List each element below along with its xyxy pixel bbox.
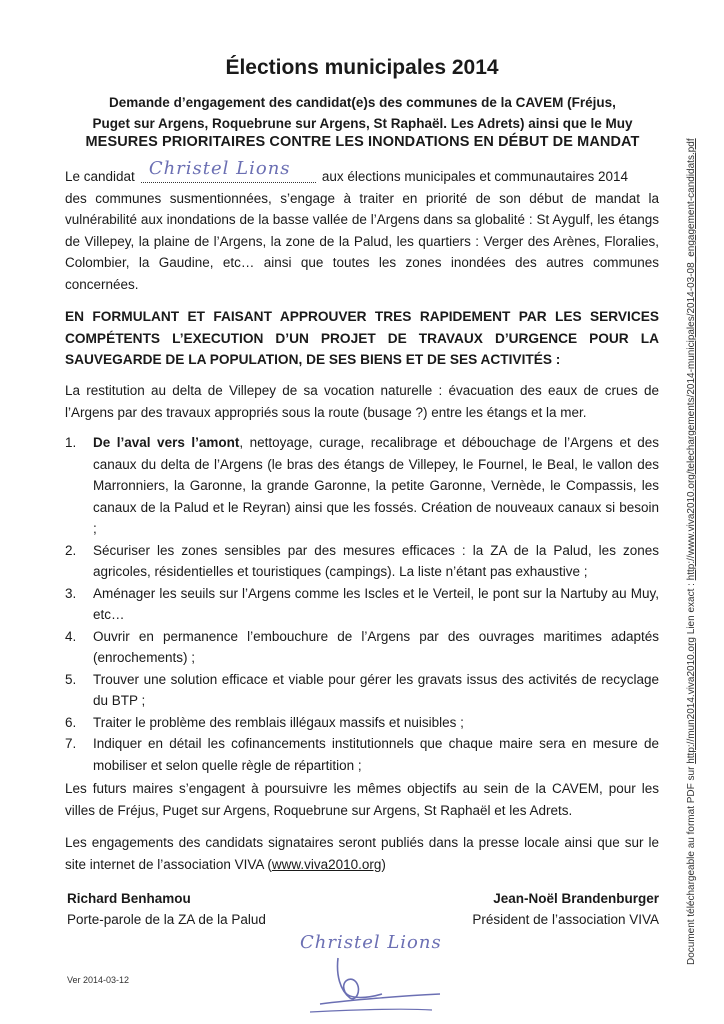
signatory-left-name: Richard Benhamou [67,891,191,906]
candidate-name-field [141,158,316,183]
list-item: 3. Aménager les seuils sur l’Argens comme les Iscles et le Verteil, le pont sur la Nartuby au Muy, etc… [65,585,659,622]
candidate-prefix: Le candidat [65,169,135,184]
bold-paragraph: EN FORMULANT ET FAISANT APPROUVER TRES RAPIDEMENT PAR LES SERVICES COMPÉTENTS L’EXECUTION D’UN PROJET DE TRAVAUX D’URGENCE POUR LA SAUVEGARDE DE LA POPULATION, DE SES BIENS ET DE SES ACTIVITÉS : [65,309,659,367]
intro-rest: des communes susmentionnées, s’engage à traiter en priorité de son début de mandat la vulnérabilité aux inondations de la basse vallée de l’Argens dans sa globalité : St Aygulf, les étangs de Villepey, la plaine de l’Argens, la zone de la Palud, les quartiers : Verger des Arènes, Floralies, Colombier, la Gaudine, etc… ainsi que toutes les zones inondées des autres communes concernées. [65,190,659,292]
list-item: 2. Sécuriser les zones sensibles par des mesures efficaces : la ZA de la Palud, les zones agricoles, résidentielles et touristiques (campings). La liste n’étant pas exhaustive ; [65,542,659,579]
signatory-right [472,888,659,930]
candidate-suffix: aux élections municipales et communautaires 2014 [321,169,628,184]
list-item: 1. De l’aval vers l’amont, nettoyage, curage, recalibrage et débouchage de l’Argens et des canaux du delta de l’Argens (le bras des étangs de Villepey, le Fournel, le Beal, le vallon des Marronniers, la Garonne, la grande Garonne, la petite Garonne, Vernède, le Compassis, les canaux de la Palud et le Reyran) ainsi que les fossés. Création de nouveaux canaux si besoin ; [65,435,659,536]
intro-paragraph [65,158,659,295]
handwritten-candidate-name: Christel Lions [148,158,291,179]
list-item: 7. Indiquer en détail les cofinancements institutionnels que chaque maire sera en mesure de mobiliser et selon quelle règle de répartition ; [65,736,659,773]
list-item: 4. Ouvrir en permanence l’embouchure de l’Argens par des ouvrages maritimes adaptés (enrochements) ; [65,628,659,665]
list-item: 5. Trouver une solution efficace et viable pour gérer les gravats issus des activités de recyclage du BTP ; [65,671,659,708]
document-subtitle: Demande d’engagement des candidat(e)s des communes de la CAVEM (Fréjus, Puget sur Argens, Roquebrune sur Argens, St Raphaël. Les Adrets) ainsi que le Muy [92,95,633,131]
version-label: Ver 2014-03-12 [67,975,130,985]
signatory-left [67,888,266,930]
download-link[interactable]: http://mun2014.viva2010.org [686,637,697,764]
publication-paragraph: Les engagements des candidats signataires seront publiés dans la presse locale ainsi que sur le site internet de l’association VIVA (www.viva2010.org) [65,835,659,872]
signatory-right-name: Jean-Noël Brandenburger [493,891,659,906]
candidate-line [65,158,659,188]
side-download-note: Document téléchargeable au format PDF sur http://mun2014.viva2010.org Lien exact : http://www.viva2010.org/telechargements/2014-municipales/2014-03-08_engagement-candidats.pdf [686,138,697,965]
restitution-paragraph: La restitution au delta de Villepey de sa vocation naturelle : évacuation des eaux de crues de l’Argens par des travaux appropriés sous la route (busage ?) entre les étangs et la mer. [65,383,659,420]
document-title: Élections municipales 2014 [225,56,499,79]
signatory-left-role: Porte-parole de la ZA de la Palud [67,912,266,927]
section-heading: MESURES PRIORITAIRES CONTRE LES INONDATIONS EN DÉBUT DE MANDAT [85,134,640,150]
handwritten-signature [290,920,470,1020]
future-mayors-paragraph: Les futurs maires s’engagent à poursuivre les mêmes objectifs au sein de la CAVEM, pour les villes de Fréjus, Puget sur Argens, Roquebrune sur Argens, St Raphaël et les Adrets. [65,781,659,818]
signature-scribble-icon [290,920,470,1020]
signatory-right-role: Président de l’association VIVA [472,912,659,927]
viva-website-link[interactable]: www.viva2010.org [271,856,382,872]
list-item: 6. Traiter le problème des remblais illégaux massifs et nuisibles ; [65,714,464,730]
exact-link[interactable]: http://www.viva2010.org/telechargements/2014-municipales/2014-03-08_engagement-candidats.pdf [686,138,697,581]
handwritten-signature-name: Christel Lions [300,932,442,953]
measures-list [65,432,659,776]
